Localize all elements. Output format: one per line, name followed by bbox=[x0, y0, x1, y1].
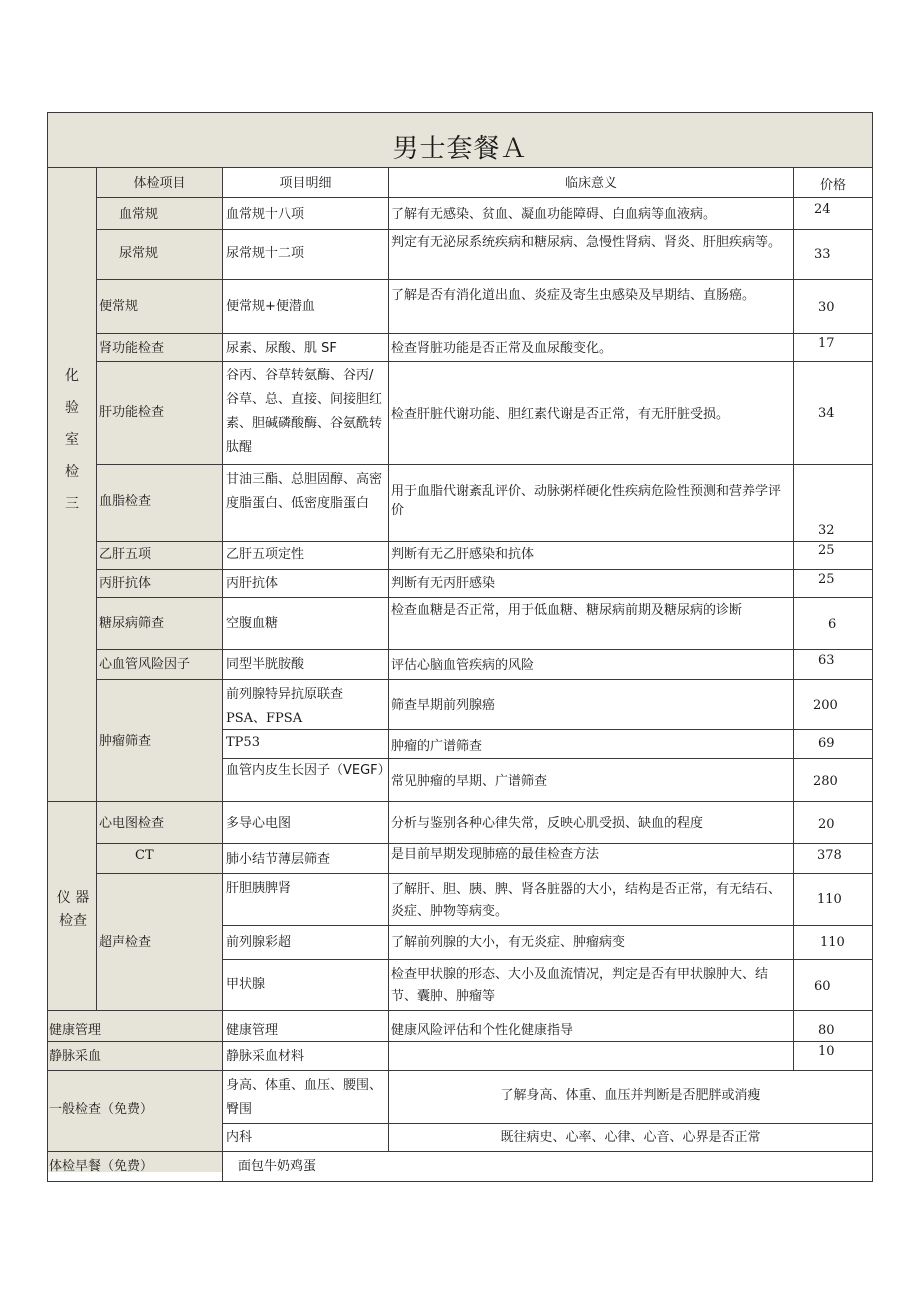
price-value: 10 bbox=[818, 1044, 835, 1059]
detail-text: 内科 bbox=[226, 1130, 253, 1145]
detail-subtext: PSA、FPSA bbox=[226, 711, 303, 726]
price-value: 20 bbox=[818, 817, 835, 832]
detail-text: 肺小结节薄层筛查 bbox=[226, 852, 331, 867]
header-price: 价格 bbox=[819, 178, 846, 193]
item-label: 便常规 bbox=[99, 299, 139, 314]
item-label: 肝功能检查 bbox=[99, 405, 165, 420]
item-label: 尿常规 bbox=[119, 246, 159, 261]
item-label: 体检早餐（免费） bbox=[49, 1159, 154, 1174]
price-value: 200 bbox=[813, 698, 838, 713]
section-instrument-line2: 检查 bbox=[59, 913, 87, 929]
price-value: 378 bbox=[817, 848, 842, 863]
price-value: 17 bbox=[818, 336, 835, 351]
meaning-text: 了解前列腺的大小，有无炎症、肿瘤病变 bbox=[391, 935, 626, 950]
detail-text: 肝胆胰脾肾 bbox=[226, 881, 292, 896]
detail-text: 身高、体重、血压、腰围、臀围 bbox=[226, 1078, 383, 1117]
meaning-text: 了解身高、体重、血压并判断是否肥胖或消瘦 bbox=[500, 1088, 761, 1103]
price-value: 6 bbox=[828, 617, 837, 632]
price-value: 34 bbox=[818, 406, 835, 421]
meaning-text: 用于血脂代谢紊乱评价、动脉粥样硬化性疾病危险性预测和营养学评价 bbox=[391, 484, 782, 518]
item-label: 血脂检查 bbox=[99, 494, 152, 509]
detail-text: 多导心电图 bbox=[226, 816, 292, 831]
detail-text: 谷丙、谷草转氨酶、谷丙/谷草、总、直接、间接胆红素、胆碱磷酸酶、谷氨酰转肽醒 bbox=[226, 368, 383, 455]
page-title: 男士套餐Ａ bbox=[392, 134, 528, 164]
price-value: 63 bbox=[818, 653, 835, 668]
price-value: 110 bbox=[817, 892, 842, 907]
price-value: 33 bbox=[814, 247, 831, 262]
price-value: 32 bbox=[818, 523, 835, 538]
detail-text: 尿常规十二项 bbox=[226, 246, 305, 261]
detail-text: 便常规+便潜血 bbox=[226, 299, 315, 314]
item-label: 乙肝五项 bbox=[99, 547, 152, 562]
price-value: 280 bbox=[813, 774, 838, 789]
detail-text: 空腹血糖 bbox=[226, 616, 279, 631]
meaning-text: 检查肝脏代谢功能、胆红素代谢是否正常，有无肝脏受损。 bbox=[391, 407, 730, 422]
meaning-text: 常见肿瘤的早期、广谱筛查 bbox=[391, 774, 548, 789]
detail-text: 丙肝抗体 bbox=[226, 576, 279, 591]
price-value: 25 bbox=[818, 543, 835, 558]
meaning-text: 了解是否有消化道出血、炎症及寄生虫感染及早期结、直肠癌。 bbox=[391, 288, 756, 303]
item-label: 健康管理 bbox=[49, 1023, 102, 1038]
meaning-text: 健康风险评估和个性化健康指导 bbox=[391, 1023, 574, 1038]
price-value: 30 bbox=[818, 300, 835, 315]
header-meaning: 临床意义 bbox=[564, 176, 617, 191]
price-value: 69 bbox=[818, 736, 835, 751]
header-item: 体检项目 bbox=[133, 176, 186, 191]
item-label: 丙肝抗体 bbox=[99, 576, 152, 591]
meaning-text: 了解有无感染、贫血、凝血功能障碍、白血病等血液病。 bbox=[391, 207, 717, 222]
meaning-text: 判断有无乙肝感染和抗体 bbox=[391, 547, 535, 562]
meaning-text: 了解肝、胆、胰、脾、肾各脏器的大小，结构是否正常，有无结石、炎症、肿物等病变。 bbox=[391, 882, 782, 919]
detail-text: 面包牛奶鸡蛋 bbox=[238, 1159, 317, 1174]
meaning-text: 筛查早期前列腺癌 bbox=[391, 698, 496, 713]
price-value: 80 bbox=[818, 1023, 835, 1038]
price-value: 60 bbox=[814, 979, 831, 994]
meaning-text: 检查甲状腺的形态、大小及血流情况，判定是否有甲状腺肿大、结节、囊肿、肿瘤等 bbox=[391, 967, 769, 1004]
meaning-text: 肿瘤的广谱筛查 bbox=[391, 739, 483, 754]
detail-text: 前列腺彩超 bbox=[226, 935, 292, 950]
detail-text: 甘油三酯、总胆固醇、高密度脂蛋白、低密度脂蛋白 bbox=[226, 472, 383, 511]
meaning-text: 既往病史、心率、心律、心音、心界是否正常 bbox=[500, 1130, 761, 1145]
detail-text: 尿素、尿酸、肌 SF bbox=[226, 341, 337, 356]
item-label: CT bbox=[135, 848, 154, 863]
detail-text: TP53 bbox=[226, 735, 260, 750]
header-detail: 项目明细 bbox=[279, 176, 332, 191]
item-label: 静脉采血 bbox=[49, 1049, 102, 1064]
item-label: 心血管风险因子 bbox=[99, 657, 191, 672]
meaning-text: 判断有无丙肝感染 bbox=[391, 576, 496, 591]
price-value: 24 bbox=[814, 202, 831, 217]
detail-text: 血管内皮生长因子（VEGF） bbox=[226, 763, 391, 778]
section-lab: 化 验 室 检 三 bbox=[65, 368, 79, 512]
price-value: 25 bbox=[818, 572, 835, 587]
item-label: 糖尿病筛查 bbox=[99, 616, 165, 631]
meaning-text: 检查肾脏功能是否正常及血尿酸变化。 bbox=[391, 341, 613, 356]
detail-text: 同型半胱胺酸 bbox=[226, 657, 305, 672]
item-label: 一般检查（免费） bbox=[49, 1102, 154, 1117]
item-label: 肿瘤筛查 bbox=[99, 734, 152, 749]
item-label: 心电图检查 bbox=[99, 816, 165, 831]
detail-text: 甲状腺 bbox=[226, 977, 266, 992]
item-label: 肾功能检查 bbox=[99, 341, 165, 356]
meaning-text: 检查血糖是否正常，用于低血糖、糖尿病前期及糖尿病的诊断 bbox=[391, 603, 743, 618]
detail-text: 静脉采血材料 bbox=[226, 1049, 305, 1064]
meaning-text: 评估心脑血管疾病的风险 bbox=[391, 658, 535, 673]
detail-text: 血常规十八项 bbox=[226, 207, 305, 222]
detail-text: 健康管理 bbox=[226, 1023, 279, 1038]
item-label: 血常规 bbox=[119, 207, 159, 222]
meaning-text: 分析与鉴别各种心律失常，反映心肌受损、缺血的程度 bbox=[391, 816, 704, 831]
price-value: 110 bbox=[820, 935, 845, 950]
meaning-text: 是目前早期发现肺癌的最佳检查方法 bbox=[391, 847, 600, 862]
section-instrument-line1: 仪 器 bbox=[56, 890, 90, 906]
detail-text: 乙肝五项定性 bbox=[226, 547, 305, 562]
item-label: 超声检查 bbox=[99, 935, 152, 950]
detail-text: 前列腺特异抗原联查 bbox=[226, 687, 344, 702]
meaning-text: 判定有无泌尿系统疾病和糖尿病、急慢性肾病、肾炎、肝胆疾病等。 bbox=[391, 235, 782, 250]
